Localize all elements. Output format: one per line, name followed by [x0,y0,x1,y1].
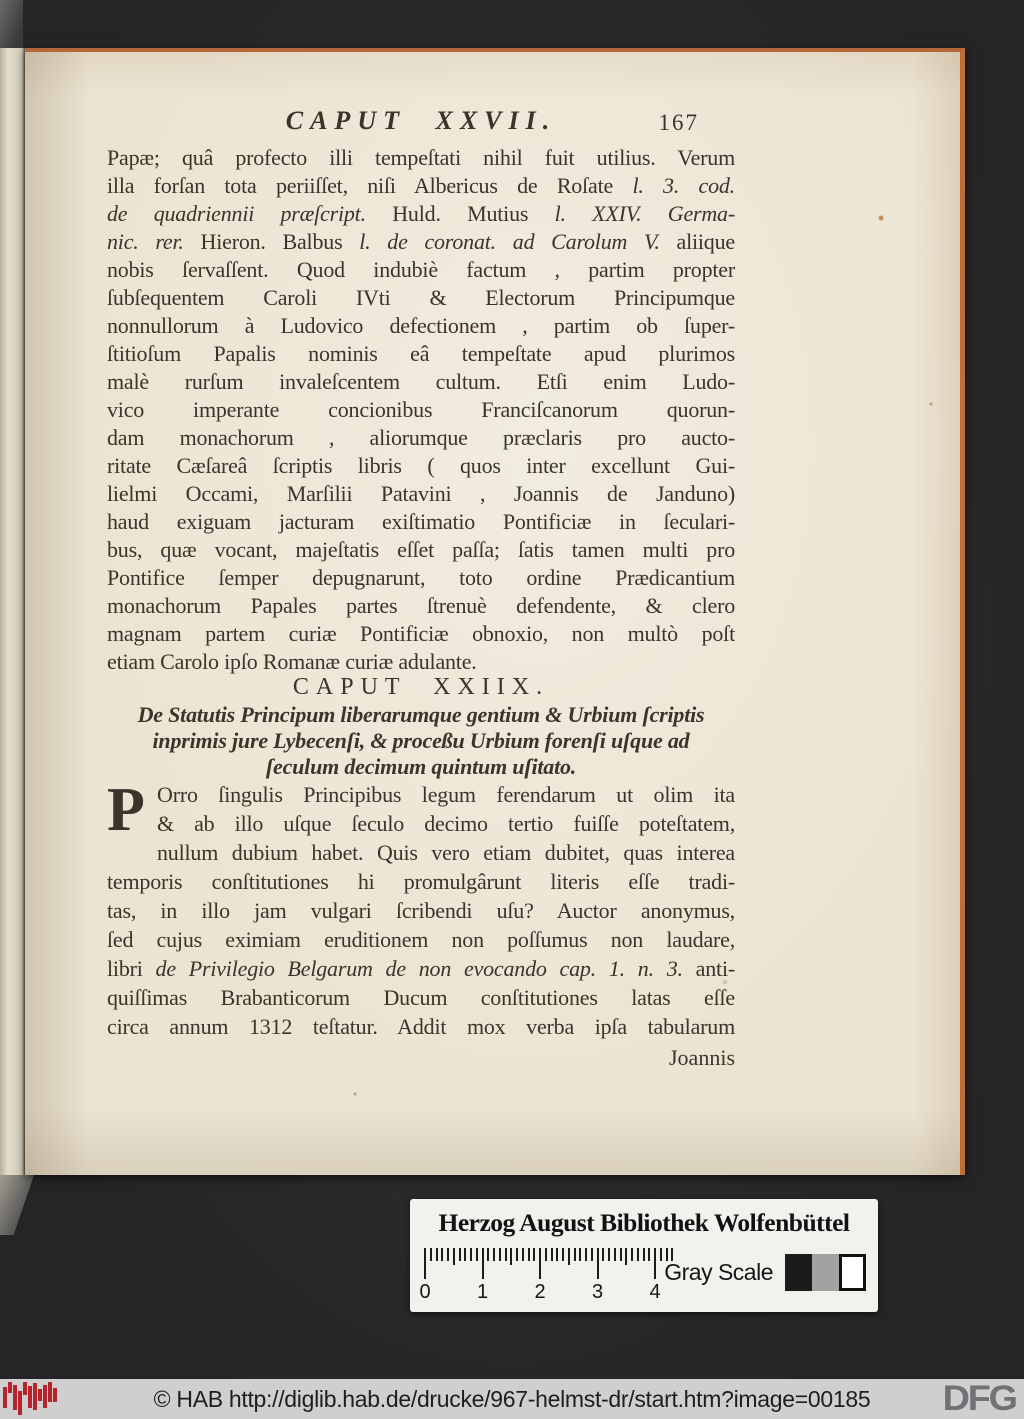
ruler-tick [568,1248,570,1265]
text-line: bus, quæ vocant, majeſtatis eſſet paſſa; ſatis tamen multi pro [107,537,735,562]
text-line: ſeculum decimum quintum uſitato. [265,754,577,779]
text-line: ſubſequentem Caroli IVti & Electorum Principumque [107,285,735,310]
footer-bar [0,1379,1024,1419]
dfg-logo: DFG [942,1379,1016,1418]
running-head [107,106,735,144]
ruler-tick [516,1248,518,1261]
ruler-tick [625,1248,627,1265]
ruler-tick [660,1248,662,1261]
ruler-tick [602,1248,604,1261]
text-line: illa forſan tota periiſſet, niſi Albericus de Roſate l. 3. cod. [107,173,735,198]
ruler-tick [459,1248,461,1261]
label-title: Herzog August Bibliothek Wolfenbüttel [438,1208,850,1237]
ruler-tick [528,1248,530,1261]
ruler-tick [424,1248,426,1279]
text-line: quiſſimas Brabanticorum Ducum conſtitutiones latas eſſe [107,985,735,1010]
ruler-number: 0 [419,1281,431,1303]
ruler-tick [551,1248,553,1261]
ruler-tick [499,1248,501,1261]
ruler-tick [654,1248,656,1279]
text-line: temporis conſtitutiones hi promulgârunt literis eſſe tradi- [107,869,735,894]
ruler-tick [453,1248,455,1265]
ruler-tick [643,1248,645,1261]
ruler-tick [562,1248,564,1261]
text-line: libri de Privilegio Belgarum de non evocando cap. 1. n. 3. anti- [107,956,735,981]
ruler-tick [436,1248,438,1261]
text-line: ſed cujus eximiam eruditionem non poſſumus non laudare, [107,927,735,952]
ruler-tick [430,1248,432,1261]
ruler-tick [545,1248,547,1261]
text-line: & ab illo uſque ſeculo decimo tertio fuiſſe poteſtatem, [157,811,735,836]
gray-scale-block [664,1254,866,1291]
book-page [25,48,965,1175]
library-label [410,1199,878,1312]
ruler-tick [470,1248,472,1261]
ruler-tick [522,1248,524,1261]
ruler-tick [614,1248,616,1261]
text-line: ſtitioſum Papalis nominis eâ tempeſtate apud plurimos [107,341,735,366]
ruler-tick [637,1248,639,1261]
ruler-number: 2 [534,1281,546,1303]
text-line: De Statutis Principum liberarumque gentium & Urbium ſcriptis [137,702,705,727]
ruler-tick [476,1248,478,1261]
ruler-tick [631,1248,633,1261]
text-line: magnam partem curiæ Pontificiæ obnoxio, non multò poſt [107,621,735,646]
copyright-text: © HAB http://diglib.hab.de/drucke/967-helmst-dr/start.htm?image=00185 [153,1386,871,1412]
text-line: Papæ; quâ profecto illi tempeſtati nihil fuit utilius. Verum [107,145,735,170]
book-corner-bottom-left [0,1175,34,1235]
book-corner-top-left [0,0,23,50]
ruler-tick [510,1248,512,1265]
text-line: nobis ſervaſſent. Quod indubiè factum , partim propter [107,257,735,282]
page-text-block [107,106,735,1072]
gray-scale-swatches [785,1254,866,1291]
swatch [839,1254,866,1291]
catchword: Joannis [669,1045,735,1070]
ruler-tick [487,1248,489,1261]
text-line: nic. rer. Hieron. Balbus l. de coronat. ad Carolum V. aliique [107,229,735,254]
measurement-ruler [419,1248,684,1306]
text-line: Pontifice ſemper depugnarunt, toto ordine Prædicantium [107,565,735,590]
ruler-number: 3 [591,1281,604,1303]
text-line: ritate Cæſareâ ſcriptis libris ( quos inter excellunt Gui- [107,453,735,478]
chapter-title: CAPUT XXVII. [285,106,557,135]
text-line: nonnullorum à Ludovico defectionem , partim ob ſuper- [107,313,735,338]
ruler-tick [556,1248,558,1261]
text-line: nullum dubium habet. Quis vero etiam dubitet, quas interea [157,840,735,865]
text-line: circa annum 1312 teſtatur. Addit mox verba ipſa tabularum [107,1014,735,1039]
ruler-number: 4 [649,1281,661,1303]
section-heading: CAPUT XXIIX. [292,674,550,700]
ruler-number: 1 [476,1281,489,1303]
ruler-tick [597,1248,599,1279]
ruler-tick [585,1248,587,1261]
text-line: etiam Carolo ipſo Romanæ curiæ adulante. [107,649,477,674]
text-line: haud exiguam jacturam exiſtimatio Pontificiæ in ſeculari- [107,509,735,534]
page-number: 167 [658,110,699,135]
ruler-tick [591,1248,593,1261]
text-line: monachorum Papales partes ſtrenuè defendente, & clero [107,593,735,618]
paragraph-2 [107,776,735,1041]
ruler-tick [447,1248,449,1261]
ruler-tick [574,1248,576,1261]
text-line: de quadriennii præſcript. Huld. Mutius l. XXIV. Germa- [107,201,735,226]
section-subtitle [107,702,735,780]
paragraph-1 [107,144,735,676]
swatch [812,1254,839,1291]
text-line: tas, in illo jam vulgari ſcribendi uſu? Auctor anonymus, [107,898,735,923]
ruler-tick [648,1248,650,1261]
text-line: malè rurſum invaleſcentem cultum. Etſi enim Ludo- [107,369,735,394]
ruler-tick [608,1248,610,1261]
ruler-tick [505,1248,507,1261]
ruler-tick [620,1248,622,1261]
ruler-tick [464,1248,466,1261]
text-line: dam monachorum , aliorumque præclaris pro aucto- [107,425,735,450]
book-edge-left [0,48,25,1175]
swatch [785,1254,812,1291]
ruler-tick [579,1248,581,1261]
ruler-tick [493,1248,495,1261]
text-line: Orro ſingulis Principibus legum ferendarum ut olim ita [157,782,735,807]
text-line: inprimis jure Lybecenſi, & proceßu Urbium forenſi uſque ad [152,728,690,753]
text-line: vico imperante concionibus Franciſcanorum quorun- [107,397,735,422]
text-line: lielmi Occami, Marſilii Patavini , Joannis de Janduno) [107,481,735,506]
ruler-tick [482,1248,484,1279]
gray-scale-label: Gray Scale [664,1259,773,1285]
ruler-tick [539,1248,541,1279]
drop-cap: P [107,776,145,844]
label-row [419,1248,866,1306]
ruler-tick [533,1248,535,1261]
ruler-tick [441,1248,443,1261]
